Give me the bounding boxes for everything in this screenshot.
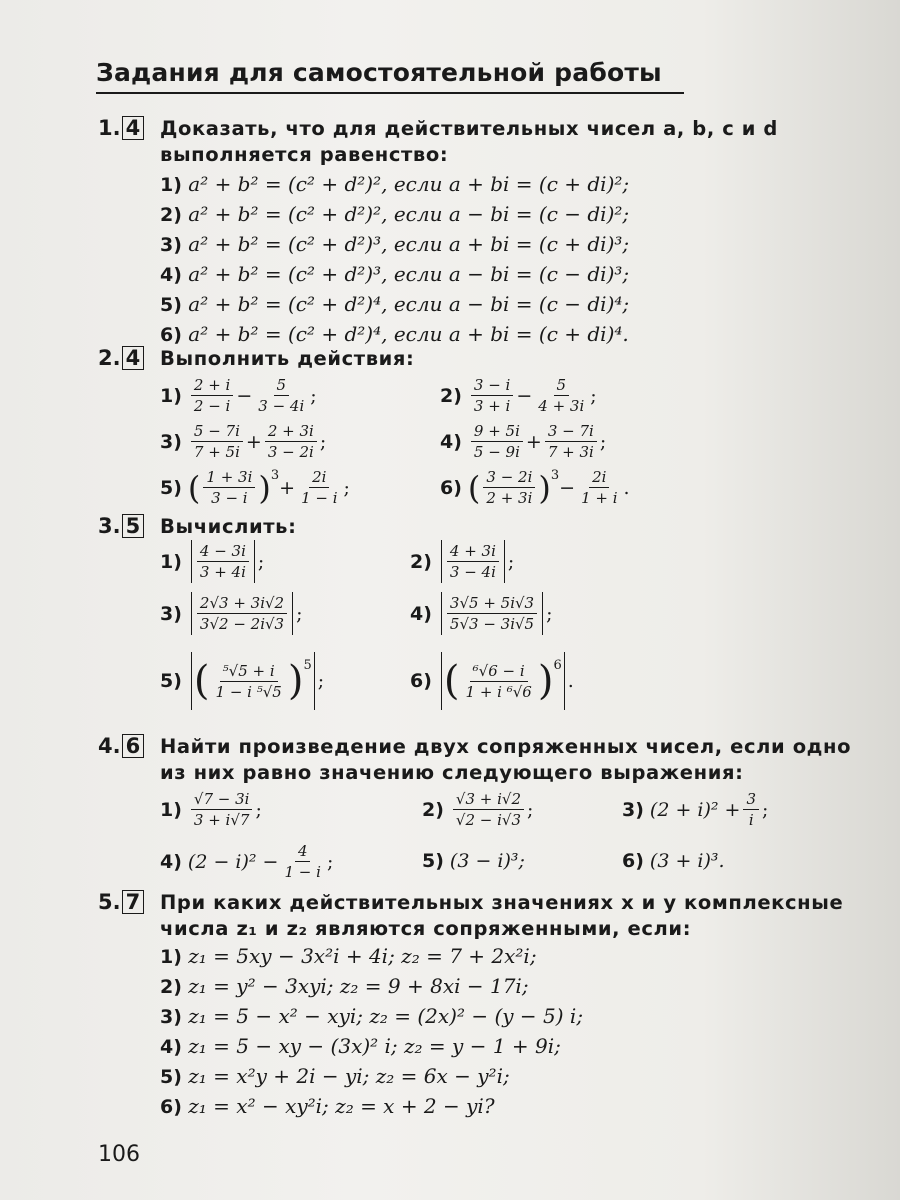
section-title: Задания для самостоятельной работы [96,58,662,87]
task-4-item: 1) $\frac{√7 - 3i}{3 + i√7}$ ; [160,790,262,829]
task-3-item: 6) ( $\frac{\text{⁶√6 − i}}{\text{1 + i ⁶√6}}$ ) $^6$ . [410,652,574,710]
task-2-item: 5) ( $\frac{1 + 3i}{3 - i}$ ) $^3$ + $\frac{2i}{1 - i}$ ; [160,468,350,507]
difficulty-level: 7 [122,890,145,914]
difficulty-level: 6 [122,734,145,758]
task-statement: Доказать, что для действительных чисел a, b, c и d выполняется равенство: [160,117,778,166]
task-1-item: 2) a² + b² = (c² + d²)², если a − bi = (c − di)²; [160,202,630,226]
task-4-item: 6) (3 + i)³. [622,850,725,872]
title-underline [96,92,684,94]
task-4-item: 2) $\frac{√3 + i√2}{√2 - i√3}$ ; [422,790,534,829]
task-1-item: 5) a² + b² = (c² + d²)⁴, если a − bi = (c − di)⁴; [160,292,630,316]
task-3-item: 4) $\frac{3√5 + 5i√3}{5√3 - 3i√5}$ ; [410,594,553,633]
task-3-item: 5) ( $\frac{\text{⁵√5 + i}}{\text{1 − i ⁵√5}}$ ) $^5$ ; [160,652,324,710]
task-5-item: 1) z₁ = 5xy − 3x²i + 4i; z₂ = 7 + 2x²i; [160,944,537,968]
difficulty-level: 4 [122,116,145,140]
task-5-item: 4) z₁ = 5 − xy − (3x)² i; z₂ = y − 1 + 9i; [160,1034,561,1058]
task-2-item: 1) $\frac{2 + i}{2 - i}$ − $\frac{5}{3 - 4i}$ ; [160,376,317,415]
task-number: 2. 4 [98,346,144,370]
task-3-item: 1) $\frac{4 - 3i}{3 + 4i}$ ; [160,542,265,581]
task-number: 4. 6 [98,734,144,758]
task-number: 3. 5 [98,514,144,538]
task-statement: Вычислить: [160,515,297,538]
task-statement: При каких действительных значениях x и y комплексные числа z₁ и z₂ являются сопряженными, если: [160,891,844,940]
task-1-item: 4) a² + b² = (c² + d²)³, если a − bi = (c − di)³; [160,262,630,286]
task-2-item: 2) $\frac{3 - i}{3 + i}$ − $\frac{5}{4 + 3i}$ ; [440,376,597,415]
task-statement: Найти произведение двух сопряженных чисел, если одно из них равно значению следующего выражения: [160,735,852,784]
task-statement: Выполнить действия: [160,347,415,370]
task-2-item: 4) $\frac{9 + 5i}{5 - 9i}$ + $\frac{3 - 7i}{7 + 3i}$ ; [440,422,607,461]
task-4-item: 4) (2 − i)² − $\frac{4}{1 - i}$ ; [160,842,334,881]
task-number: 5. 7 [98,890,144,914]
task-5-item: 5) z₁ = x²y + 2i − yi; z₂ = 6x − y²i; [160,1064,510,1088]
task-2-item: 3) $\frac{5 - 7i}{7 + 5i}$ + $\frac{2 + 3i}{3 - 2i}$ ; [160,422,327,461]
task-1-item: 1) a² + b² = (c² + d²)², если a + bi = (c + di)²; [160,172,630,196]
task-5-item: 2) z₁ = y² − 3xyi; z₂ = 9 + 8xi − 17i; [160,974,529,998]
task-1-item: 6) a² + b² = (c² + d²)⁴, если a + bi = (c + di)⁴. [160,322,629,346]
task-5-item: 3) z₁ = 5 − x² − xyi; z₂ = (2x)² − (y − 5) i; [160,1004,584,1028]
page-number: 106 [98,1142,140,1167]
task-3-item: 2) $\frac{4 + 3i}{3 - 4i}$ ; [410,542,515,581]
task-4-item: 5) (3 − i)³; [422,850,525,872]
task-2-item: 6) ( $\frac{3 - 2i}{2 + 3i}$ ) $^3$ − $\frac{2i}{1 + i}$ . [440,468,630,507]
task-5-item: 6) z₁ = x² − xy²i; z₂ = x + 2 − yi? [160,1094,495,1118]
task-3-item: 3) $\frac{2√3 + 3i√2}{3√2 - 2i√3}$ ; [160,594,303,633]
task-number: 1. 4 [98,116,144,140]
task-1-item: 3) a² + b² = (c² + d²)³, если a + bi = (c + di)³; [160,232,630,256]
difficulty-level: 4 [122,346,145,370]
difficulty-level: 5 [122,514,145,538]
task-4-item: 3) (2 + i)² + $\frac{3}{i}$ ; [622,790,769,829]
